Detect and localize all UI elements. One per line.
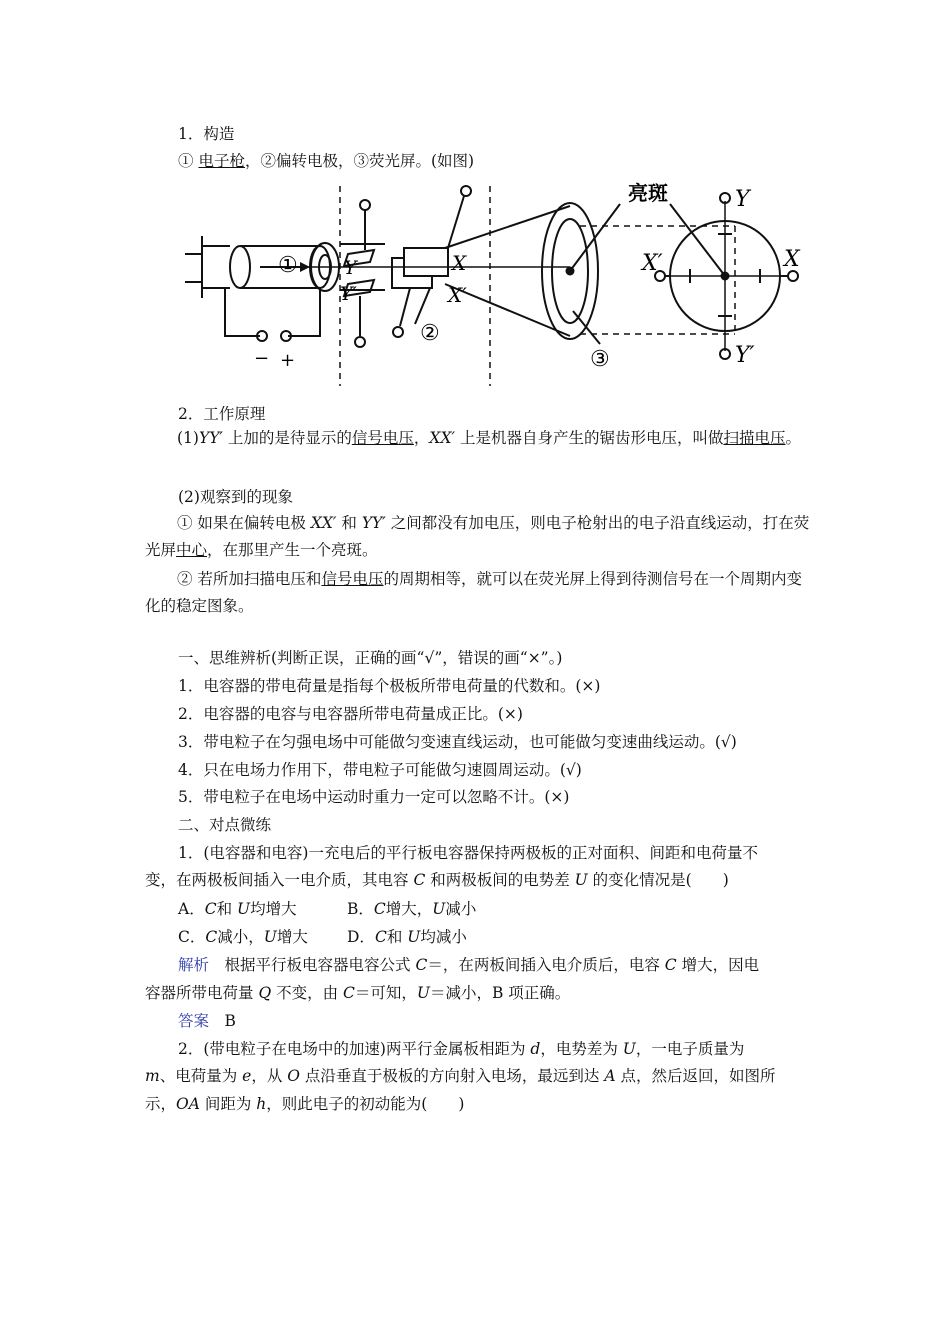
label-Y-plate: Y bbox=[344, 257, 357, 279]
exp1-a: 根据平行板电容器电容公式 bbox=[209, 956, 416, 974]
q1-explanation-line-2 bbox=[145, 983, 570, 1003]
q1-line-2 bbox=[145, 870, 729, 890]
optB-C: C bbox=[373, 900, 386, 918]
judge-item-1: 1．电容器的带电荷量是指每个极板所带电荷量的代数和。(×) bbox=[178, 677, 601, 695]
optA-a: A． bbox=[178, 900, 205, 918]
structure-parts-line bbox=[178, 151, 474, 171]
q1-option-b bbox=[347, 899, 476, 919]
q2-l3-c: ，则此电子的初动能为( ) bbox=[266, 1095, 465, 1113]
part1-heading: 一、思维辨析(判断正误，正确的画“√”，错误的画“×”。) bbox=[178, 649, 563, 667]
p1-c: ， bbox=[413, 429, 430, 447]
q2-d: d bbox=[530, 1040, 541, 1058]
answer-value: B bbox=[209, 1012, 236, 1030]
p3-a: ① 如果在偏转电极 bbox=[177, 514, 311, 532]
q2-l3-a: 示， bbox=[145, 1095, 177, 1113]
optC-c: 增大 bbox=[276, 928, 308, 946]
bright-spot-front bbox=[721, 272, 730, 281]
judge-item-2: 2．电容器的电容与电容器所带电荷量成正比。(×) bbox=[178, 705, 523, 723]
exp2-Q: Q bbox=[258, 984, 272, 1002]
q2-h: h bbox=[256, 1095, 267, 1113]
p1-xx: XX′ bbox=[429, 429, 456, 447]
q2-line-1 bbox=[178, 1039, 744, 1059]
optB-c: 减小 bbox=[445, 900, 477, 918]
p4-a: ② 若所加扫描电压和 bbox=[177, 570, 322, 588]
label-Xp-plate: X′ bbox=[448, 283, 467, 307]
optC-U: U bbox=[263, 928, 277, 946]
q1-option-c bbox=[178, 927, 308, 947]
pointer-3-line bbox=[573, 311, 600, 344]
q2-O: O bbox=[287, 1067, 300, 1085]
x-terminal-top bbox=[461, 186, 471, 196]
exp2-b: 不变，由 bbox=[271, 984, 344, 1002]
exp2-C: C bbox=[343, 984, 355, 1002]
p4-signal-voltage: 信号电压 bbox=[321, 570, 384, 588]
exp1-C1: C bbox=[415, 956, 428, 974]
exp2-a: 容器所带电荷量 bbox=[145, 984, 259, 1002]
q2-line-2 bbox=[145, 1066, 775, 1086]
optA-C: C bbox=[204, 900, 217, 918]
optD-a: D． bbox=[347, 928, 375, 946]
dashed-separators bbox=[340, 186, 490, 386]
q2-line-3 bbox=[145, 1094, 464, 1114]
judge-item-3: 3．带电粒子在匀强电场中可能做匀变速直线运动，也可能做匀变速曲线运动。(√) bbox=[178, 733, 737, 751]
principle-para-2: (2)观察到的现象 bbox=[178, 488, 293, 506]
optD-b: 和 bbox=[386, 928, 408, 946]
oscilloscope-svg bbox=[180, 176, 820, 390]
label-circle-3: ③ bbox=[590, 347, 610, 372]
p1-scan-1: 扫描 bbox=[723, 429, 755, 447]
p1-d: 上是机器自身产生的锯齿形电压，叫做 bbox=[455, 429, 724, 447]
explanation-label: 解析 bbox=[178, 956, 210, 974]
exp2-U: U bbox=[416, 984, 430, 1002]
q2-e: e bbox=[242, 1067, 252, 1085]
q2-l1-c: ，一电子质量为 bbox=[635, 1040, 745, 1058]
exp1-b: ＝，在两板间插入电介质后，电容 bbox=[427, 956, 665, 974]
p3-e: ，在那里产生一个亮斑。 bbox=[207, 541, 378, 559]
optC-C: C bbox=[205, 928, 218, 946]
q2-l2-d: 点，然后返回，如图所 bbox=[615, 1067, 776, 1085]
x-plate-rear bbox=[404, 248, 448, 276]
q2-l2-c: 点沿垂直于极板的方向射入电场，最远到达 bbox=[299, 1067, 605, 1085]
section-heading-structure: 1．构造 bbox=[178, 125, 235, 143]
principle-para-1 bbox=[145, 425, 810, 452]
y-terminal-bottom bbox=[355, 337, 365, 347]
p1-a: (1) bbox=[177, 429, 199, 447]
label-circle-1: ① bbox=[278, 253, 298, 278]
bright-spot-side bbox=[566, 267, 575, 276]
exp2-d: ＝减小，B 项正确。 bbox=[429, 984, 571, 1002]
bright-spot-pointer-front bbox=[670, 204, 725, 276]
q1-l2-c: 的变化情况是( ) bbox=[587, 871, 729, 889]
x-terminal-bottom bbox=[393, 327, 403, 337]
parts-suffix: ，②偏转电极，③荧光屏。(如图) bbox=[244, 152, 475, 170]
p1-e: 。 bbox=[785, 429, 801, 447]
label-Y-front: Y bbox=[735, 187, 750, 212]
oscilloscope-diagram bbox=[180, 176, 820, 390]
x-plate-wire bbox=[448, 196, 464, 248]
q2-OA: OA bbox=[176, 1095, 200, 1113]
optC-a: C． bbox=[178, 928, 206, 946]
q1-line-1: 1．(电容器和电容)一充电后的平行板电容器保持两极板的正对面积、间距和电荷量不 bbox=[178, 844, 758, 862]
label-plus: + bbox=[280, 350, 296, 371]
q2-l2-a: 、电荷量为 bbox=[159, 1067, 243, 1085]
gun-wire-left bbox=[225, 288, 260, 336]
label-Yp-plate: Y′ bbox=[340, 283, 357, 305]
p3-c: 之间都没有加电压，则电子枪射出的电子沿直线运动， bbox=[385, 514, 763, 532]
pointer-2-line bbox=[415, 288, 430, 324]
p4-b: 的周期相等，就可以在荧光屏上得到待测信号在一个周 bbox=[383, 570, 756, 588]
p3-b: 和 bbox=[336, 514, 362, 532]
q1-var-C: C bbox=[413, 871, 426, 889]
gun-cylinder-left-end bbox=[230, 246, 250, 288]
q1-option-a bbox=[178, 899, 297, 919]
p3-d: 打在荧光屏 bbox=[145, 514, 810, 559]
q2-l1-a: 2．(带电粒子在电场中的加速)两平行金属板相距为 bbox=[178, 1040, 531, 1058]
bright-spot-pointer-side bbox=[570, 204, 620, 271]
q2-l2-b: ，从 bbox=[251, 1067, 288, 1085]
x-plate-bottom-wire bbox=[400, 288, 410, 326]
section-heading-principle: 2．工作原理 bbox=[178, 405, 266, 423]
optD-c: 均减小 bbox=[420, 928, 467, 946]
optA-c: 均增大 bbox=[250, 900, 297, 918]
electron-gun-term: 电子枪 bbox=[198, 152, 245, 170]
label-bright-spot: 亮斑 bbox=[628, 181, 668, 205]
q1-l2-a: 变，在两极板间插入一电介质，其电容 bbox=[145, 871, 414, 889]
exp1-C2: C bbox=[664, 956, 677, 974]
exp1-c: 增大，因电 bbox=[676, 956, 760, 974]
judge-item-4: 4．只在电场力作用下，带电粒子可能做匀速圆周运动。(√) bbox=[178, 761, 582, 779]
q1-explanation-line-1 bbox=[178, 955, 759, 975]
q1-option-d bbox=[347, 927, 467, 947]
label-minus: − bbox=[254, 348, 270, 369]
optB-b: 增大， bbox=[385, 900, 433, 918]
optB-U: U bbox=[432, 900, 446, 918]
judge-item-5: 5．带电粒子在电场中运动时重力一定可以忽略不计。(×) bbox=[178, 788, 570, 806]
heater-body bbox=[202, 246, 230, 288]
optB-a: B． bbox=[347, 900, 374, 918]
optC-b: 减小， bbox=[217, 928, 264, 946]
q2-l1-b: ，电势差为 bbox=[540, 1040, 623, 1058]
q2-U: U bbox=[622, 1040, 636, 1058]
optD-U: U bbox=[407, 928, 421, 946]
p1-scan-2: 电压 bbox=[754, 429, 786, 447]
heater-leads bbox=[185, 236, 202, 298]
p3-center: 中心 bbox=[176, 541, 208, 559]
p3-yy: YY′ bbox=[361, 514, 386, 532]
answer-label: 答案 bbox=[178, 1012, 210, 1030]
part2-heading: 二、对点微练 bbox=[178, 816, 272, 834]
exp2-c: ＝可知， bbox=[354, 984, 417, 1002]
principle-para-4 bbox=[145, 566, 810, 620]
x-terminal-right bbox=[788, 271, 798, 281]
p1-b: 上加的是待显示的 bbox=[222, 429, 352, 447]
p4-c: 期内变化的稳定图象。 bbox=[145, 570, 802, 615]
beam-arrow-head bbox=[300, 262, 310, 272]
q2-A: A bbox=[604, 1067, 616, 1085]
p1-signal-voltage: 信号电压 bbox=[351, 429, 414, 447]
label-X-plate: X bbox=[452, 251, 467, 275]
gun-wire-right bbox=[288, 288, 320, 336]
q1-answer-line bbox=[178, 1011, 236, 1031]
optA-U: U bbox=[237, 900, 251, 918]
q1-var-U: U bbox=[574, 871, 588, 889]
q2-m: m bbox=[145, 1067, 160, 1085]
q1-l2-b: 和两极板间的电势差 bbox=[425, 871, 575, 889]
parts-prefix: ① bbox=[178, 152, 199, 170]
q2-l3-b: 间距为 bbox=[199, 1095, 257, 1113]
optD-C: C bbox=[374, 928, 387, 946]
label-Xp-front: X′ bbox=[642, 251, 663, 276]
optA-b: 和 bbox=[216, 900, 238, 918]
p3-xx: XX′ bbox=[310, 514, 337, 532]
principle-para-3 bbox=[145, 510, 810, 564]
y-terminal-top bbox=[360, 200, 370, 210]
p1-yy: YY′ bbox=[198, 429, 223, 447]
label-circle-2: ② bbox=[420, 321, 440, 346]
label-Yp-front: Y′ bbox=[735, 343, 755, 368]
label-X-right: X bbox=[784, 247, 800, 272]
